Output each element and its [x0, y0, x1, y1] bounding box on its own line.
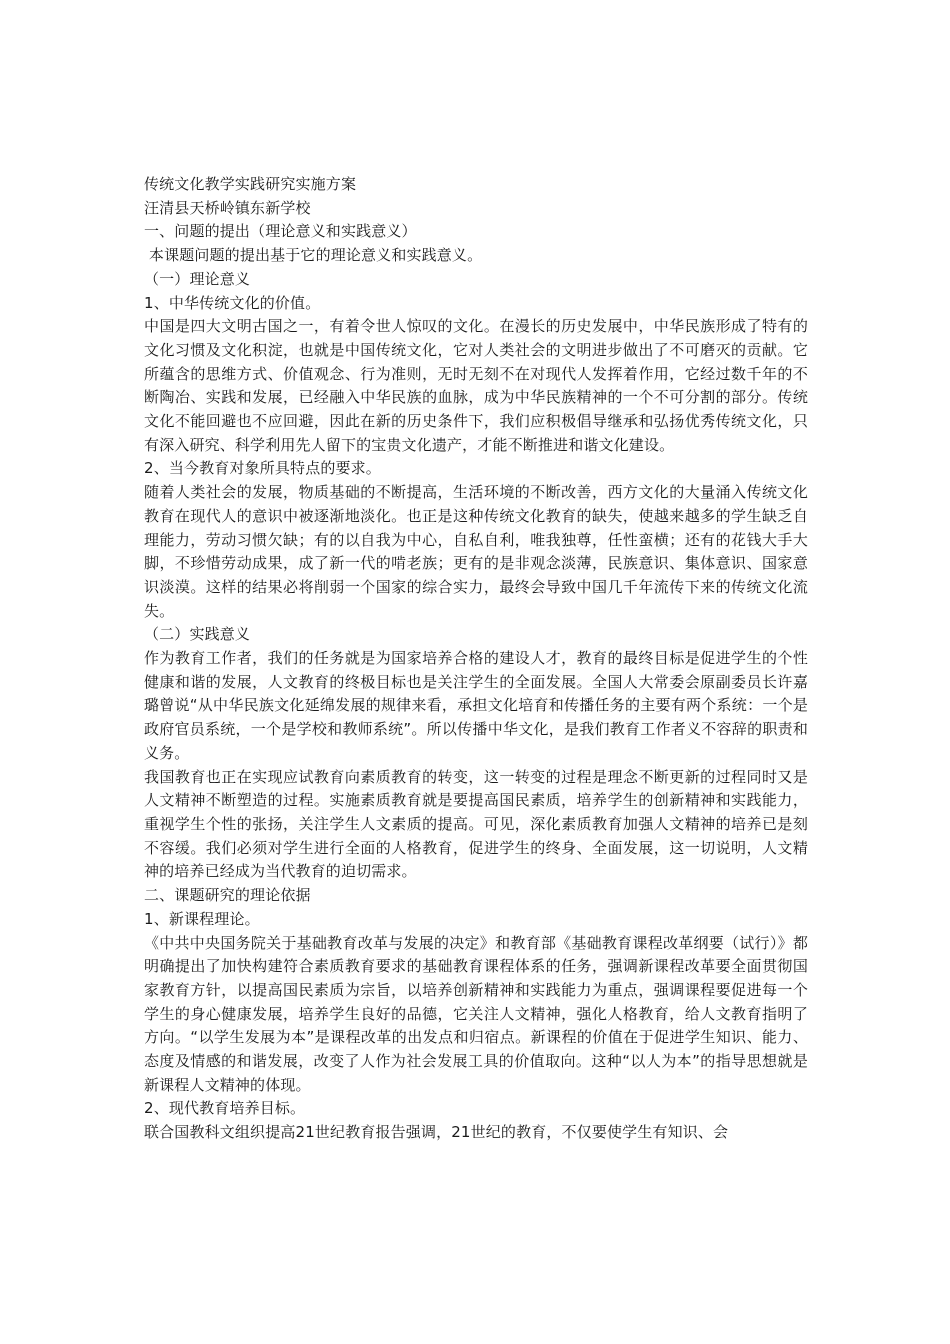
subsection-heading-theory: （一）理论意义 [144, 269, 251, 288]
section-intro: 本课题问题的提出基于它的理论意义和实践意义。 [144, 246, 483, 265]
paragraph-practice-1: 作为教育工作者，我们的任务就是为国家培养合格的建设人才，教育的最终目标是促进学生的个性健康和谐的发展，人文教育的终极目标也是关注学生的全面发展。全国人大常委会原副委员长许嘉璐曾说“从中华民族文化延绵发展的规律来看，承担文化培育和传播任务的主要有两个系统：一个是政府官员系统，一个是学校和教师系统”。所以传播中华文化，是我们教育工作者义不容辞的职责和义务。 [144, 649, 808, 762]
paragraph-culture-value: 中国是四大文明古国之一，有着令世人惊叹的文化。在漫长的历史发展中，中华民族形成了特有的文化习惯及文化积淀，也就是中国传统文化，它对人类社会的文明进步做出了不可磨灭的贡献。它所蕴含的思维方式、价值观念、行为准则，无时无刻不在对现代人发挥着作用，它经过数千年的不断陶冶、实践和发展，已经融入中华民族的血脉，成为中华民族精神的一个不可分割的部分。传统文化不能回避也不应回避，因此在新的历史条件下，我们应积极倡导继承和弘扬优秀传统文化，只有深入研究、科学利用先人留下的宝贵文化遗产，才能不断推进和谐文化建设。 [144, 317, 808, 454]
paragraph-education-needs: 随着人类社会的发展，物质基础的不断提高，生活环境的不断改善，西方文化的大量涌入传统文化教育在现代人的意识中被逐渐地淡化。也正是这种传统文化教育的缺失，使越来越多的学生缺乏自理能力，劳动习惯欠缺；有的以自我为中心，自私自利，唯我独尊，任性蛮横；还有的花钱大手大脚，不珍惜劳动成果，成了新一代的啃老族；更有的是非观念淡薄，民族意识、集体意识、国家意识淡漠。这样的结果必将削弱一个国家的综合实力，最终会导致中国几千年流传下来的传统文化流失。 [144, 483, 808, 620]
point-heading-1: 1、中华传统文化的价值。 [144, 293, 321, 312]
section-heading-1: 一、问题的提出（理论意义和实践意义） [144, 222, 417, 241]
subsection-heading-practice: （二）实践意义 [144, 625, 251, 644]
section-heading-2: 二、课题研究的理论依据 [144, 886, 311, 905]
paragraph-new-curriculum: 《中共中央国务院关于基础教育改革与发展的决定》和教育部《基础教育课程改革纲要（试行）》都明确提出了加快构建符合素质教育要求的基础教育课程体系的任务，强调新课程改革要全面贯彻国家教育方针，以提高国民素质为宗旨，以培养创新精神和实践能力为重点，强调课程要促进每一个学生的身心健康发展，培养学生良好的品德，它关注人文精神，强化人格教育，给人文教育指明了方向。“以学生发展为本”是课程改革的出发点和归宿点。新课程的价值在于促进学生知识、能力、态度及情感的和谐发展，改变了人作为社会发展工具的价值取向。这种“以人为本”的指导思想就是新课程人文精神的体现。 [144, 933, 808, 1094]
document-title: 传统文化教学实践研究实施方案 [144, 175, 357, 193]
point-heading-2: 2、当今教育对象所具特点的要求。 [144, 459, 381, 478]
basis-heading-1: 1、新课程理论。 [144, 909, 260, 928]
paragraph-practice-2: 我国教育也正在实现应试教育向素质教育的转变，这一转变的过程是理念不断更新的过程同时又是人文精神不断塑造的过程。实施素质教育就是要提高国民素质，培养学生的创新精神和实践能力，重视学生个性的张扬，关注学生人文素质的提高。可见，深化素质教育加强人文精神的培养已是刻不容缓。我们必须对学生进行全面的人格教育，促进学生的终身、全面发展，这一切说明，人文精神的培养已经成为当代教育的迫切需求。 [144, 767, 808, 881]
school-name: 汪清县天桥岭镇东新学校 [144, 198, 311, 217]
paragraph-modern-education: 联合国教科文组织提高21世纪教育报告强调，21世纪的教育，不仅要使学生有知识、会 [144, 1123, 729, 1142]
document-body [144, 173, 808, 1145]
basis-heading-2: 2、现代教育培养目标。 [144, 1099, 306, 1118]
